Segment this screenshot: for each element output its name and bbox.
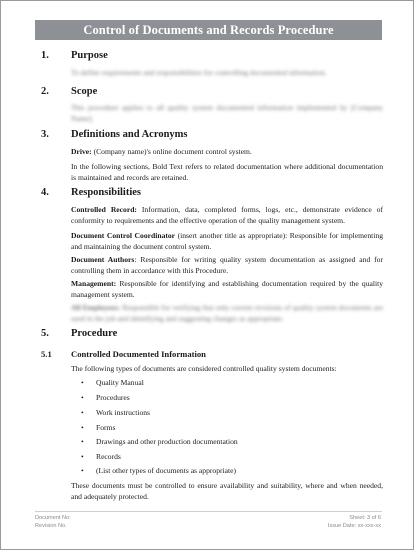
bold-text-note: In the following sections, Bold Text refers to related documentation where additional documentation is maintained and records are retained.	[71, 162, 383, 182]
footer-issue-date: Issue Date: xx-xxx-xx	[327, 523, 381, 529]
section-title: Procedure	[71, 328, 118, 339]
term-text: Responsible for identifying and establishing documentation required by the quality management system.	[71, 279, 383, 299]
term-text: (insert another title as appropriate): Responsible for implementing and maintaining the document control system.	[71, 231, 383, 251]
document-title-banner: Control of Documents and Records Procedure	[35, 20, 382, 40]
section-title: Definitions and Acronyms	[71, 129, 188, 140]
term-label: Management:	[71, 279, 117, 288]
section-number: 2.	[41, 86, 49, 97]
section-number: 5.	[41, 328, 49, 339]
term-text: Information, data, completed forms, logs, etc., demonstrate evidence of conformity to requirements and the effective operation of the quality management system.	[71, 205, 384, 225]
subsection-title: Controlled Documented Information	[71, 349, 206, 359]
responsibility-document-control-coordinator	[71, 231, 383, 252]
term-label: Document Authors	[71, 255, 135, 264]
footer-document-number: Document No:	[35, 515, 71, 521]
footer-sheet: Sheet: 3 of 6	[349, 515, 381, 521]
section-number: 3.	[41, 129, 49, 140]
footer-revision-number: Revision No.	[35, 523, 67, 529]
subsection-number: 5.1	[41, 349, 52, 359]
responsibility-controlled-record	[71, 205, 383, 226]
term-text: Responsible for verifying that only current revisions of quality system documents are used in the job and identifying and suggesting changes as appropriate.	[71, 303, 383, 323]
term-text: : Responsible for writing quality system documentation as assigned and for controlling them in accordance with this Procedure.	[71, 255, 383, 275]
document-page: Control of Documents and Records Procedure 1. Purpose To define requirements and responsibilities for controlling documented information. 2. Scope This procedure applies to all quality system documented information implemented by [Company Name]. 3. Definitions and Acronyms Drive: (Company name)'s online document control system. In the following sections, Bold Text refers to related documentation where additional documentation is maintained and records are retained. 4. Responsibilities Controlled Record: Information, data, completed forms, logs, etc., demonstrate evidence of conformity to requirements and the effective operation of the quality management system. Document Control Coordinator (insert another title as appropriate): Responsible for implementing and maintaining the document control system. Document Authors: Responsible for writing quality system documentation as assigned and for controlling them in accordance with this Procedure. Management: Responsible for identifying and establishing documentation required by the quality management system. All Employees: Responsible for verifying that only current revisions of quality system documents are used in the job and identifying and suggesting changes as appropriate. 5. Procedure 5.1 Controlled Documented Information The following types of documents are considered controlled quality system documents: • Quality Manual • Procedures • Work instructions • Forms • Drawings and other production documentation • Records • (List other types of documents as appropriate) These documents must be controlled to ensure availability and suitability, where and when needed, and adequately protected. Document No: Revision No. Sheet: 3 of 6 Issue Date: xx-xxx-xx	[0, 0, 414, 550]
term-label: Document Control Coordinator	[71, 231, 176, 240]
responsibility-document-authors	[71, 255, 383, 276]
section-title: Purpose	[71, 50, 108, 61]
controlled-documents-closing: These documents must be controlled to ensure availability and suitability, where and when needed, and adequately protected.	[71, 481, 383, 501]
term-label: Drive:	[71, 147, 92, 156]
term-label: All Employees:	[71, 303, 121, 312]
term-label: Controlled Record:	[71, 205, 137, 214]
term-text: (Company name)'s online document control system.	[91, 147, 252, 156]
responsibility-all-employees	[71, 303, 383, 324]
section-number: 1.	[41, 50, 49, 61]
purpose-text: To define requirements and responsibilities for controlling documented information.	[71, 68, 327, 77]
responsibility-management	[71, 279, 383, 300]
section-number: 4.	[41, 187, 49, 198]
scope-text: This procedure applies to all quality system documented information implemented by [Company Name].	[71, 103, 383, 123]
section-title: Scope	[71, 86, 98, 97]
footer-divider	[35, 511, 382, 512]
drive-definition	[71, 147, 383, 158]
controlled-documents-intro: The following types of documents are considered controlled quality system documents:	[71, 364, 337, 373]
section-title: Responsibilities	[71, 187, 142, 198]
